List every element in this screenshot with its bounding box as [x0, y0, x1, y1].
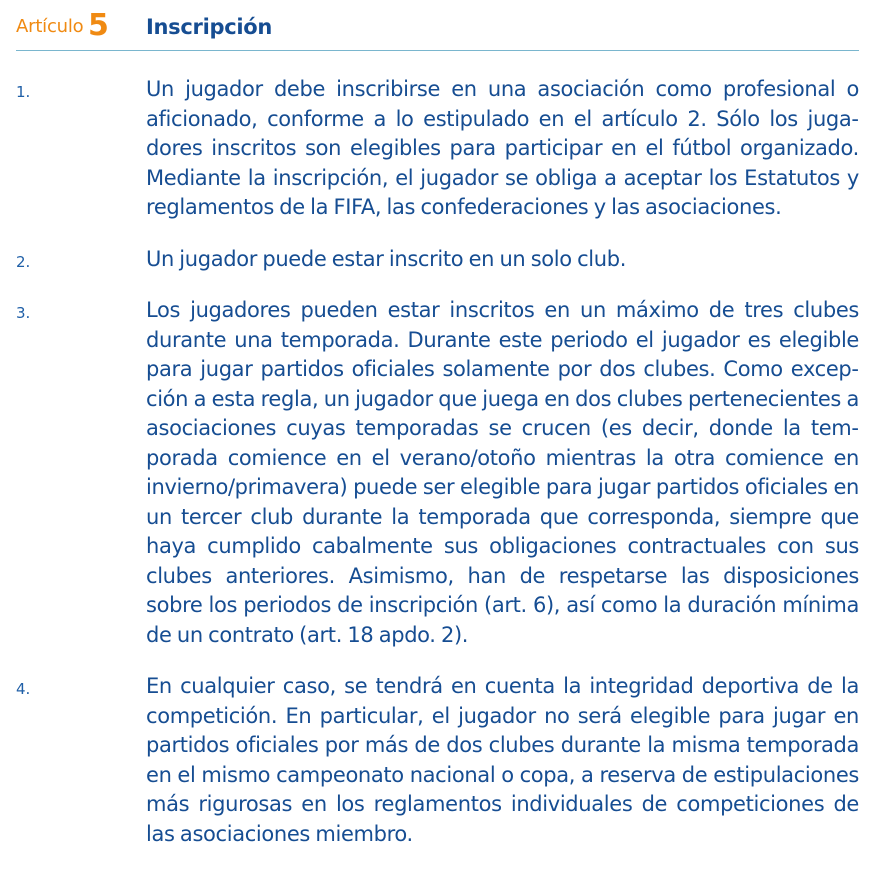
clause-text: En cualquier caso, se tendrá en cuenta la integridad deportiva de la competición. En particular, el jugador no será elegible para jugar en partidos oficiales por más de dos clubes durante la misma temporada en el mismo campeonato nacional o copa, a reserva de estipulaciones más rigurosas en los reglamentos individuales de competiciones de las asociaciones miembro.	[146, 674, 859, 846]
header-divider	[16, 50, 859, 51]
clause-2	[16, 245, 859, 275]
clause-number: 3.	[16, 304, 31, 322]
clause-number: 1.	[16, 83, 31, 101]
clause-number: 4.	[16, 680, 31, 698]
article-label: Artículo	[16, 16, 84, 37]
clause-number: 2.	[16, 252, 31, 271]
article-title: Inscripción	[146, 15, 273, 39]
clause-text: Un jugador puede estar inscrito en un solo club.	[146, 246, 627, 271]
clause-3	[16, 296, 859, 650]
article-header	[16, 8, 859, 51]
article-clauses	[16, 75, 859, 871]
clause-4	[16, 672, 859, 849]
article-number: 5	[88, 8, 109, 43]
clause-text: Los jugadores pueden estar inscritos en un máximo de tres clubes durante una temporada. Durante este periodo el jugador es elegible para jugar partidos oficiales solamente por dos clubes. Como excepción a esta regla, un jugador que juega en dos clubes pertenecientes a asociaciones cuyas temporadas se crucen (es decir, donde la temporada comience en el verano/otoño mientras la otra comience en invierno/primavera) puede ser elegible para jugar partidos oficiales en un tercer club durante la temporada que corresponda, siempre que haya cumplido cabalmente sus obligaciones contractuales con sus clubes anteriores. Asimismo, han de respetarse las disposiciones sobre los periodos de inscripción (art. 6), así como la duración mínima de un contrato (art. 18 apdo. 2).	[146, 298, 859, 647]
clause-1	[16, 75, 859, 223]
clause-text: Un jugador debe inscribirse en una asociación como profesional o aficionado, conforme a lo estipulado en el artículo 2. Sólo los jugadores inscritos son elegibles para participar en el fútbol organizado. Mediante la inscripción, el jugador se obliga a aceptar los Estatutos y reglamentos de la FIFA, las confederaciones y las asociaciones.	[146, 77, 859, 219]
